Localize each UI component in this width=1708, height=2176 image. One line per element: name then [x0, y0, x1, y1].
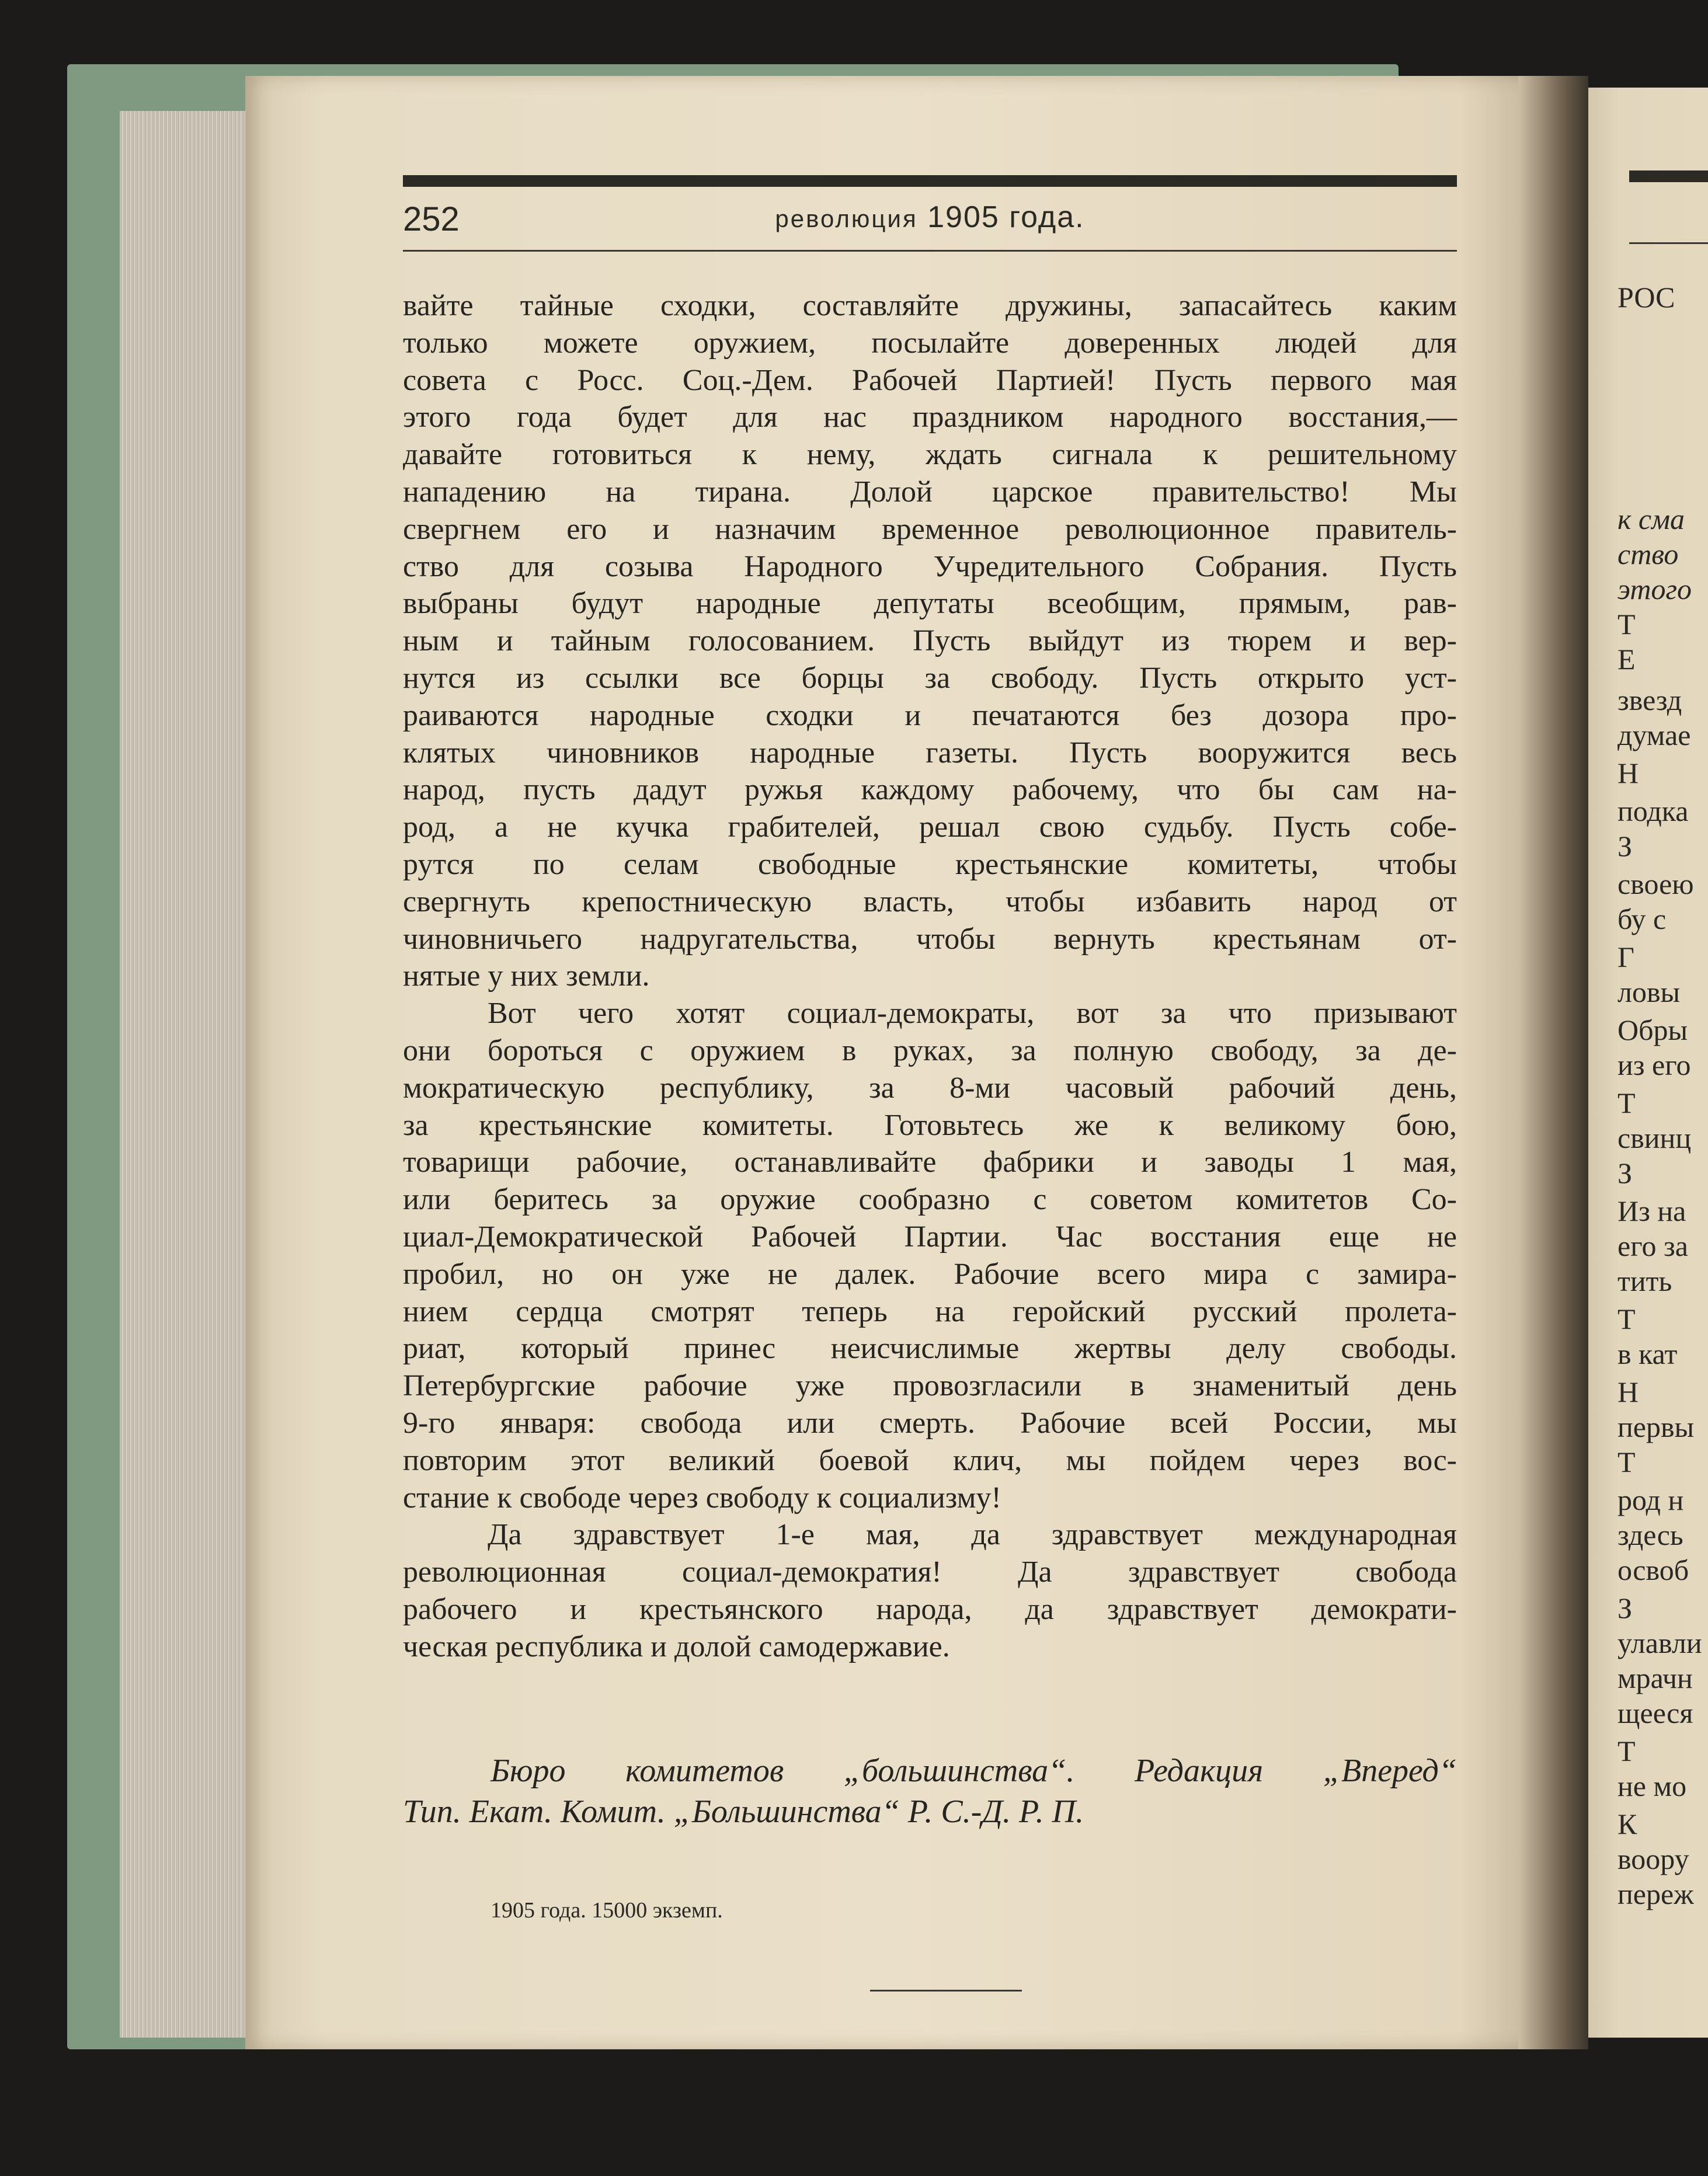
- header-rule-thin: [403, 250, 1457, 252]
- right-page-fragment: свинц: [1617, 1122, 1692, 1154]
- text-line: мократическую республику, за 8-ми часовый рабочий день,: [403, 1071, 1457, 1105]
- right-page-fragment: этого: [1617, 573, 1692, 605]
- page-number: 252: [403, 200, 460, 238]
- text-line: этого года будет для нас праздником народного восстания,—: [403, 401, 1457, 434]
- header-rule-thick: [403, 175, 1457, 187]
- right-page-fragment: род н: [1617, 1484, 1684, 1516]
- text-line: повторим этот великий боевой клич, мы пойдем через вос-: [403, 1443, 1457, 1477]
- right-page-fragment: Т: [1617, 608, 1636, 640]
- text-line: давайте готовиться к нему, ждать сигнала к решительному: [403, 438, 1457, 472]
- page-header: [403, 200, 1457, 246]
- text-line: выбраны будут народные депутаты всеобщим, прямым, рав-: [403, 587, 1457, 621]
- right-page-fragment: РОС: [1617, 281, 1675, 314]
- right-page-fragment: Т: [1617, 1735, 1636, 1767]
- running-title-year: 1905 года.: [927, 200, 1085, 234]
- text-line: Вот чего хотят социал-демократы, вот за что призывают: [488, 997, 1457, 1030]
- text-line: нападению на тирана. Долой царское правительство! Мы: [403, 475, 1457, 509]
- text-line: раиваются народные сходки и печатаются без дозора про-: [403, 698, 1457, 732]
- text-line: товарищи рабочие, останавливайте фабрики и заводы 1 мая,: [403, 1146, 1457, 1179]
- right-page-fragment: Н: [1617, 757, 1639, 789]
- right-page-fragment: мрачн: [1617, 1662, 1693, 1694]
- right-page-rule-thin: [1629, 242, 1708, 244]
- right-page-fragment: Г: [1617, 941, 1634, 973]
- right-page-fragment: здесь: [1617, 1519, 1683, 1551]
- right-page-fragment: своею: [1617, 868, 1694, 900]
- text-line: нутся из ссылки все борцы за свободу. Пусть открыто уст-: [403, 661, 1457, 695]
- text-line: революционная социал-демократия! Да здравствует свобода: [403, 1555, 1457, 1589]
- right-page-fragment: думае: [1617, 719, 1691, 751]
- text-line: или беритесь за оружие сообразно с советом комитетов Со-: [403, 1183, 1457, 1217]
- right-page-fragment: первы: [1617, 1411, 1695, 1443]
- text-line: Петербургские рабочие уже провозгласили в знаменитый день: [403, 1369, 1457, 1403]
- right-page-fragment: Т: [1617, 1087, 1636, 1119]
- text-line: ным и тайным голосованием. Пусть выйдут из тюрем и вер-: [403, 624, 1457, 658]
- text-line: свергнуть крепостническую власть, чтобы избавить народ от: [403, 885, 1457, 918]
- right-page-fragment: К: [1617, 1808, 1637, 1840]
- signature-block: [403, 1750, 1457, 1832]
- text-line: 9-го января: свобода или смерть. Рабочие всей России, мы: [403, 1406, 1457, 1440]
- text-line: нятые у них земли.: [403, 959, 650, 993]
- text-line: нием сердца смотрят теперь на геройский русский пролета-: [403, 1294, 1457, 1328]
- text-line: чиновничьего надругательства, чтобы вернуть крестьянам от-: [403, 922, 1457, 956]
- right-page-fragment: его за: [1617, 1230, 1688, 1262]
- right-page-rule-thick: [1629, 170, 1708, 182]
- text-line: народ, пусть дадут ружья каждому рабочему, что бы сам на-: [403, 773, 1457, 807]
- right-page-fragment: звезд: [1617, 684, 1682, 716]
- text-line: рабочего и крестьянского народа, да здравствует демократи-: [403, 1592, 1457, 1626]
- running-title-caps: революция: [775, 205, 918, 232]
- text-line: ство для созыва Народного Учредительного Собрания. Пусть: [403, 549, 1457, 583]
- right-page-fragment: в кат: [1617, 1338, 1678, 1370]
- right-page-fragment: освоб: [1617, 1554, 1689, 1586]
- text-line: рутся по селам свободные крестьянские комитеты, чтобы: [403, 847, 1457, 881]
- imprint-line: 1905 года. 15000 экземп.: [491, 1898, 723, 1923]
- right-page-fragment: З: [1617, 830, 1633, 862]
- right-page-fragment: переж: [1617, 1878, 1694, 1910]
- right-page-fragment: З: [1617, 1157, 1633, 1189]
- right-page-fragment: Т: [1617, 1303, 1636, 1335]
- right-page-fragment: ство: [1617, 538, 1679, 570]
- text-line: стание к свободе через свободу к социализму!: [403, 1481, 1001, 1515]
- text-line: пробил, но он уже не далек. Рабочие всего мира с замира-: [403, 1257, 1457, 1291]
- text-line: они бороться с оружием в руках, за полную свободу, за де-: [403, 1033, 1457, 1067]
- right-page-fragment: воору: [1617, 1843, 1689, 1875]
- end-rule: [870, 1990, 1022, 1992]
- text-line: только можете оружием, посылайте доверенных людей для: [403, 326, 1457, 360]
- right-page-fragment: Из на: [1617, 1195, 1686, 1227]
- right-page-fragment: бу с: [1617, 903, 1667, 935]
- text-line: Да здравствует 1-е мая, да здравствует международная: [488, 1518, 1457, 1552]
- right-page-fragment: щееся: [1617, 1697, 1693, 1729]
- text-line: клятых чиновников народные газеты. Пусть вооружится весь: [403, 736, 1457, 770]
- right-page-fragment: ловы: [1617, 976, 1681, 1008]
- right-page-fragment: подка: [1617, 795, 1689, 827]
- right-page-fragment: из его: [1617, 1049, 1691, 1081]
- text-line: род, а не кучка грабителей, решал свою судьбу. Пусть собе-: [403, 810, 1457, 844]
- right-page-fragment: не мо: [1617, 1770, 1687, 1802]
- text-line: циал-Демократической Рабочей Партии. Час восстания еще не: [403, 1220, 1457, 1254]
- text-line: ческая республика и долой самодержавие.: [403, 1630, 950, 1663]
- body-text: [403, 287, 1457, 1665]
- signature-line-1: Бюро комитетов „большинства“. Редакция „Вперед“: [491, 1753, 1457, 1789]
- right-page-fragment: З: [1617, 1592, 1633, 1624]
- right-page-fragment: улавли: [1617, 1627, 1702, 1659]
- text-line: риат, который принес неисчислимые жертвы делу свободы.: [403, 1332, 1457, 1366]
- signature-line-2: Тип. Екат. Комит. „Большинства“ Р. С.-Д. Р. П.: [403, 1794, 1084, 1830]
- text-line: совета с Росс. Соц.-Дем. Рабочей Партией! Пусть первого мая: [403, 363, 1457, 397]
- book-gutter: [1518, 76, 1588, 2049]
- right-page-text: [1617, 280, 1708, 1915]
- text-line: за крестьянские комитеты. Готовьтесь же к великому бою,: [403, 1108, 1457, 1142]
- right-page-fragment: Т: [1617, 1446, 1636, 1478]
- right-page-fragment: к сма: [1617, 503, 1685, 535]
- right-page-fragment: Обры: [1617, 1014, 1688, 1046]
- text-line: свергнем его и назначим временное революционное правитель-: [403, 512, 1457, 546]
- right-page-fragment: Е: [1617, 643, 1636, 676]
- running-title: [403, 200, 1457, 235]
- right-page-fragment: тить: [1617, 1265, 1672, 1297]
- right-page-fragment: Н: [1617, 1376, 1639, 1408]
- text-line: вайте тайные сходки, составляйте дружины, запасайтесь каким: [403, 289, 1457, 322]
